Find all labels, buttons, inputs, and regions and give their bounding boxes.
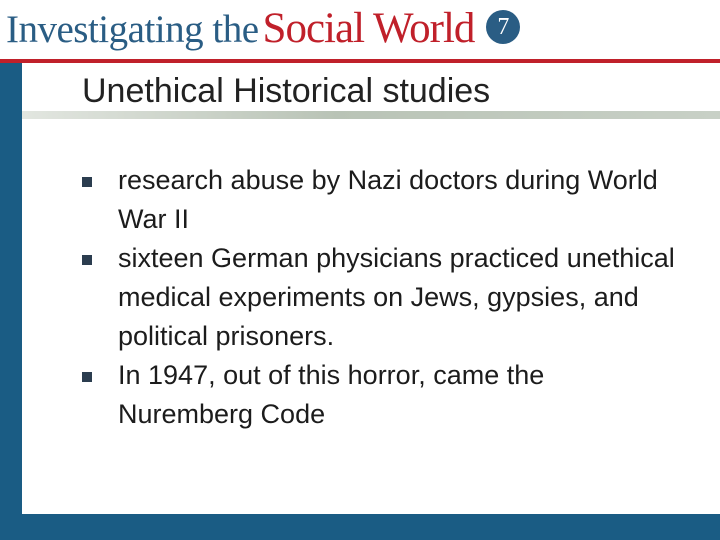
bullet-list xyxy=(80,161,680,434)
bottom-accent-bar xyxy=(22,514,720,540)
left-accent-bar xyxy=(0,60,22,540)
title-underline xyxy=(22,111,720,119)
bullet-text: In 1947, out of this horror, came the Nuremberg Code xyxy=(118,360,545,429)
brand-title-part1: Investigating the xyxy=(6,8,259,51)
bullet-text: research abuse by Nazi doctors during World War II xyxy=(118,165,658,234)
bullet-item xyxy=(80,239,680,356)
bullet-item xyxy=(80,161,680,239)
brand-title-part2: Social World xyxy=(262,5,475,52)
bullet-square-icon xyxy=(82,372,92,382)
header-divider xyxy=(0,59,720,63)
bullet-text: sixteen German physicians practiced unethical medical experiments on Jews, gypsies, and political prisoners. xyxy=(118,243,675,351)
brand-header xyxy=(6,4,520,56)
bullet-square-icon xyxy=(82,177,92,187)
bullet-square-icon xyxy=(82,255,92,265)
edition-badge: 7 xyxy=(486,10,520,44)
bullet-item xyxy=(80,356,680,434)
slide-title: Unethical Historical studies xyxy=(82,72,491,110)
